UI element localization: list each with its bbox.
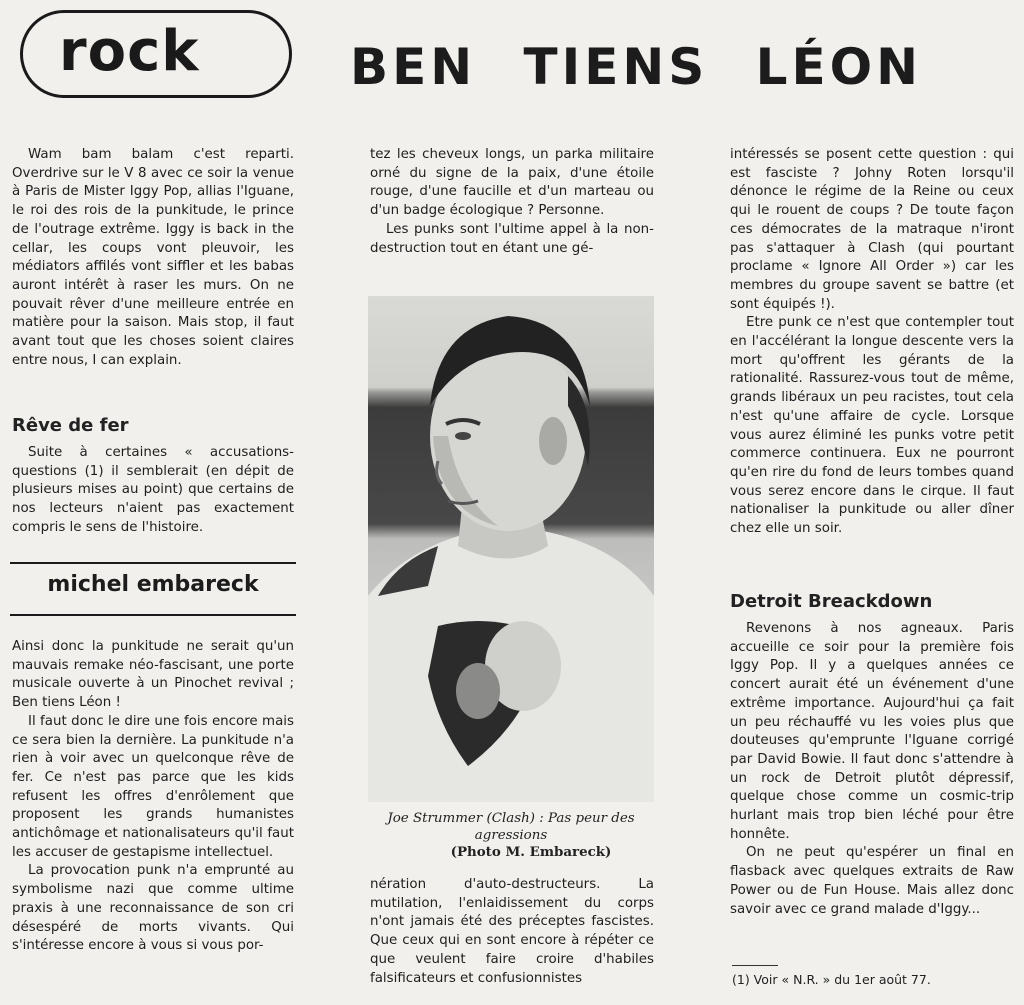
paragraph: La provocation punk n'a emprunté au symbolisme nazi que comme ultime praxis à une reconnaissance de son cri désespéré de morts vivants. Qui s'intéresse encore à vous si vous por- (12, 863, 294, 954)
paragraph: intéressés se posent cette question : qui est fasciste ? Johny Roten lorsqu'il dénonce le régime de la Reine ou ceux qui le rouent de coups ? De toute façon ces démocrates de la matraque n'iront pas s'attaquer à Clash (qui pourtant proclame « Ignore All Order ») car les membres du groupe savent se battre (et sont équipés !). (730, 147, 1014, 312)
paragraph: Wam bam balam c'est reparti. Overdrive sur le V 8 avec ce soir la venue à Paris de Mister Iggy Pop, allias l'Iguane, le roi des rois de la punkitude, le prince de l'outrage extrême. Iggy is back in the cellar, les coups vont pleuvoir, les médiators affilés vont siffler et les babas auront intérêt à raser les murs. On ne pouvait rêver d'une meilleure entrée en matière pour la saison. Mais stop, il faut avant tout que les choses soient claires entre nous, I can explain. (12, 147, 294, 368)
rubric-label: rock (59, 19, 200, 84)
subheading-reve-de-fer: Rêve de fer (12, 415, 129, 436)
photo-credit: (Photo M. Embareck) (450, 844, 612, 860)
column-1-top (12, 146, 294, 376)
footnote: (1) Voir « N.R. » du 1er août 77. (732, 972, 931, 987)
photo-joe-strummer (368, 296, 654, 802)
paragraph: Etre punk ce n'est que contempler tout en l'accélérant la longue descente vers la mort qu'offrent les gérants de la rationalité. Rassurez-vous tout de même, grands libéraux un peu racistes, tout cela n'est qu'une affaire de cycle. Lorsque vous aurez éliminé les punks votre petit commerce continuera. Eux ne pourront qu'en rire du fond de leurs tombes quand vous serez encore dans le cirque. Il faut nationaliser la punkitude ou aller dîner chez elle un soir. (730, 315, 1014, 537)
column-2-top (370, 146, 654, 282)
paragraph: On ne peut qu'espérer un final en flasback avec quelques extraits de Raw Power ou de Fun House. Mais allez donc savoir avec ce grand malade d'Iggy... (730, 845, 1014, 917)
paragraph: nération d'auto-destructeurs. La mutilation, l'enlaidissement du corps n'ont jamais été des préceptes fascistes. Que ceux qui en sont encore à répéter ce que veulent faire croire d'habiles falsificateurs et confusionnistes (370, 877, 654, 986)
paragraph: Suite à certaines « accusations-questions (1) il semblerait (en dépit de plusieurs mises au point) que certains de nos lecteurs n'aient pas exactement compris le sens de l'histoire. (12, 445, 294, 535)
column-3-top (730, 146, 1014, 580)
portrait-illustration (368, 296, 654, 802)
headline: BEN TIENS LÉON (350, 38, 923, 96)
byline-rule-top (10, 562, 296, 564)
column-1-bottom (12, 638, 294, 1002)
paragraph: Il faut donc le dire une fois encore mais ce sera bien la dernière. La punkitude n'a rien à voir avec un quelconque rêve de fer. Ce n'est pas parce que les kids refusent les offres d'enrôlement que proposent les grands humanistes antichômage et nationalisateurs qu'il faut les accuser de gestapisme intellectuel. (12, 713, 294, 860)
column-2-bottom (370, 876, 654, 1002)
paragraph: Ainsi donc la punkitude ne serait qu'un mauvais remake néo-fascisant, une porte musicale ouverte à un Pinochet revival ; Ben tiens Léon ! (12, 639, 294, 711)
section-rubric (20, 10, 292, 98)
photo-caption (368, 810, 654, 861)
column-1-mid (12, 414, 294, 554)
footnote-rule (732, 965, 778, 966)
byline-rule-bottom (10, 614, 296, 616)
subheading-detroit-breackdown: Detroit Breackdown (730, 591, 933, 612)
paragraph: Revenons à nos agneaux. Paris accueille ce soir pour la première fois Iggy Pop. Il y a quelques années ce concert aurait été un événement d'une extrême importance. Aujourd'hui ça fait un peu réchauffé vu les voies plus que douteuses qu'emprunte l'Iguane corrigé par David Bowie. Il faut donc s'attendre à un rock de Detroit plutôt dépressif, quelque chose comme un cosmic-trip hurlant mais trop bien léché pour être honnête. (730, 621, 1014, 842)
byline: michel embareck (47, 572, 259, 597)
column-3-bottom (730, 590, 1014, 960)
paragraph: Les punks sont l'ultime appel à la non-destruction tout en étant une gé- (370, 221, 654, 256)
paragraph: tez les cheveux longs, un parka militaire orné du signe de la paix, d'une étoile rouge, d'une faucille et d'un marteau ou d'un badge écologique ? Personne. (370, 147, 654, 219)
caption-text: Joe Strummer (Clash) : Pas peur des agressions (387, 811, 635, 843)
